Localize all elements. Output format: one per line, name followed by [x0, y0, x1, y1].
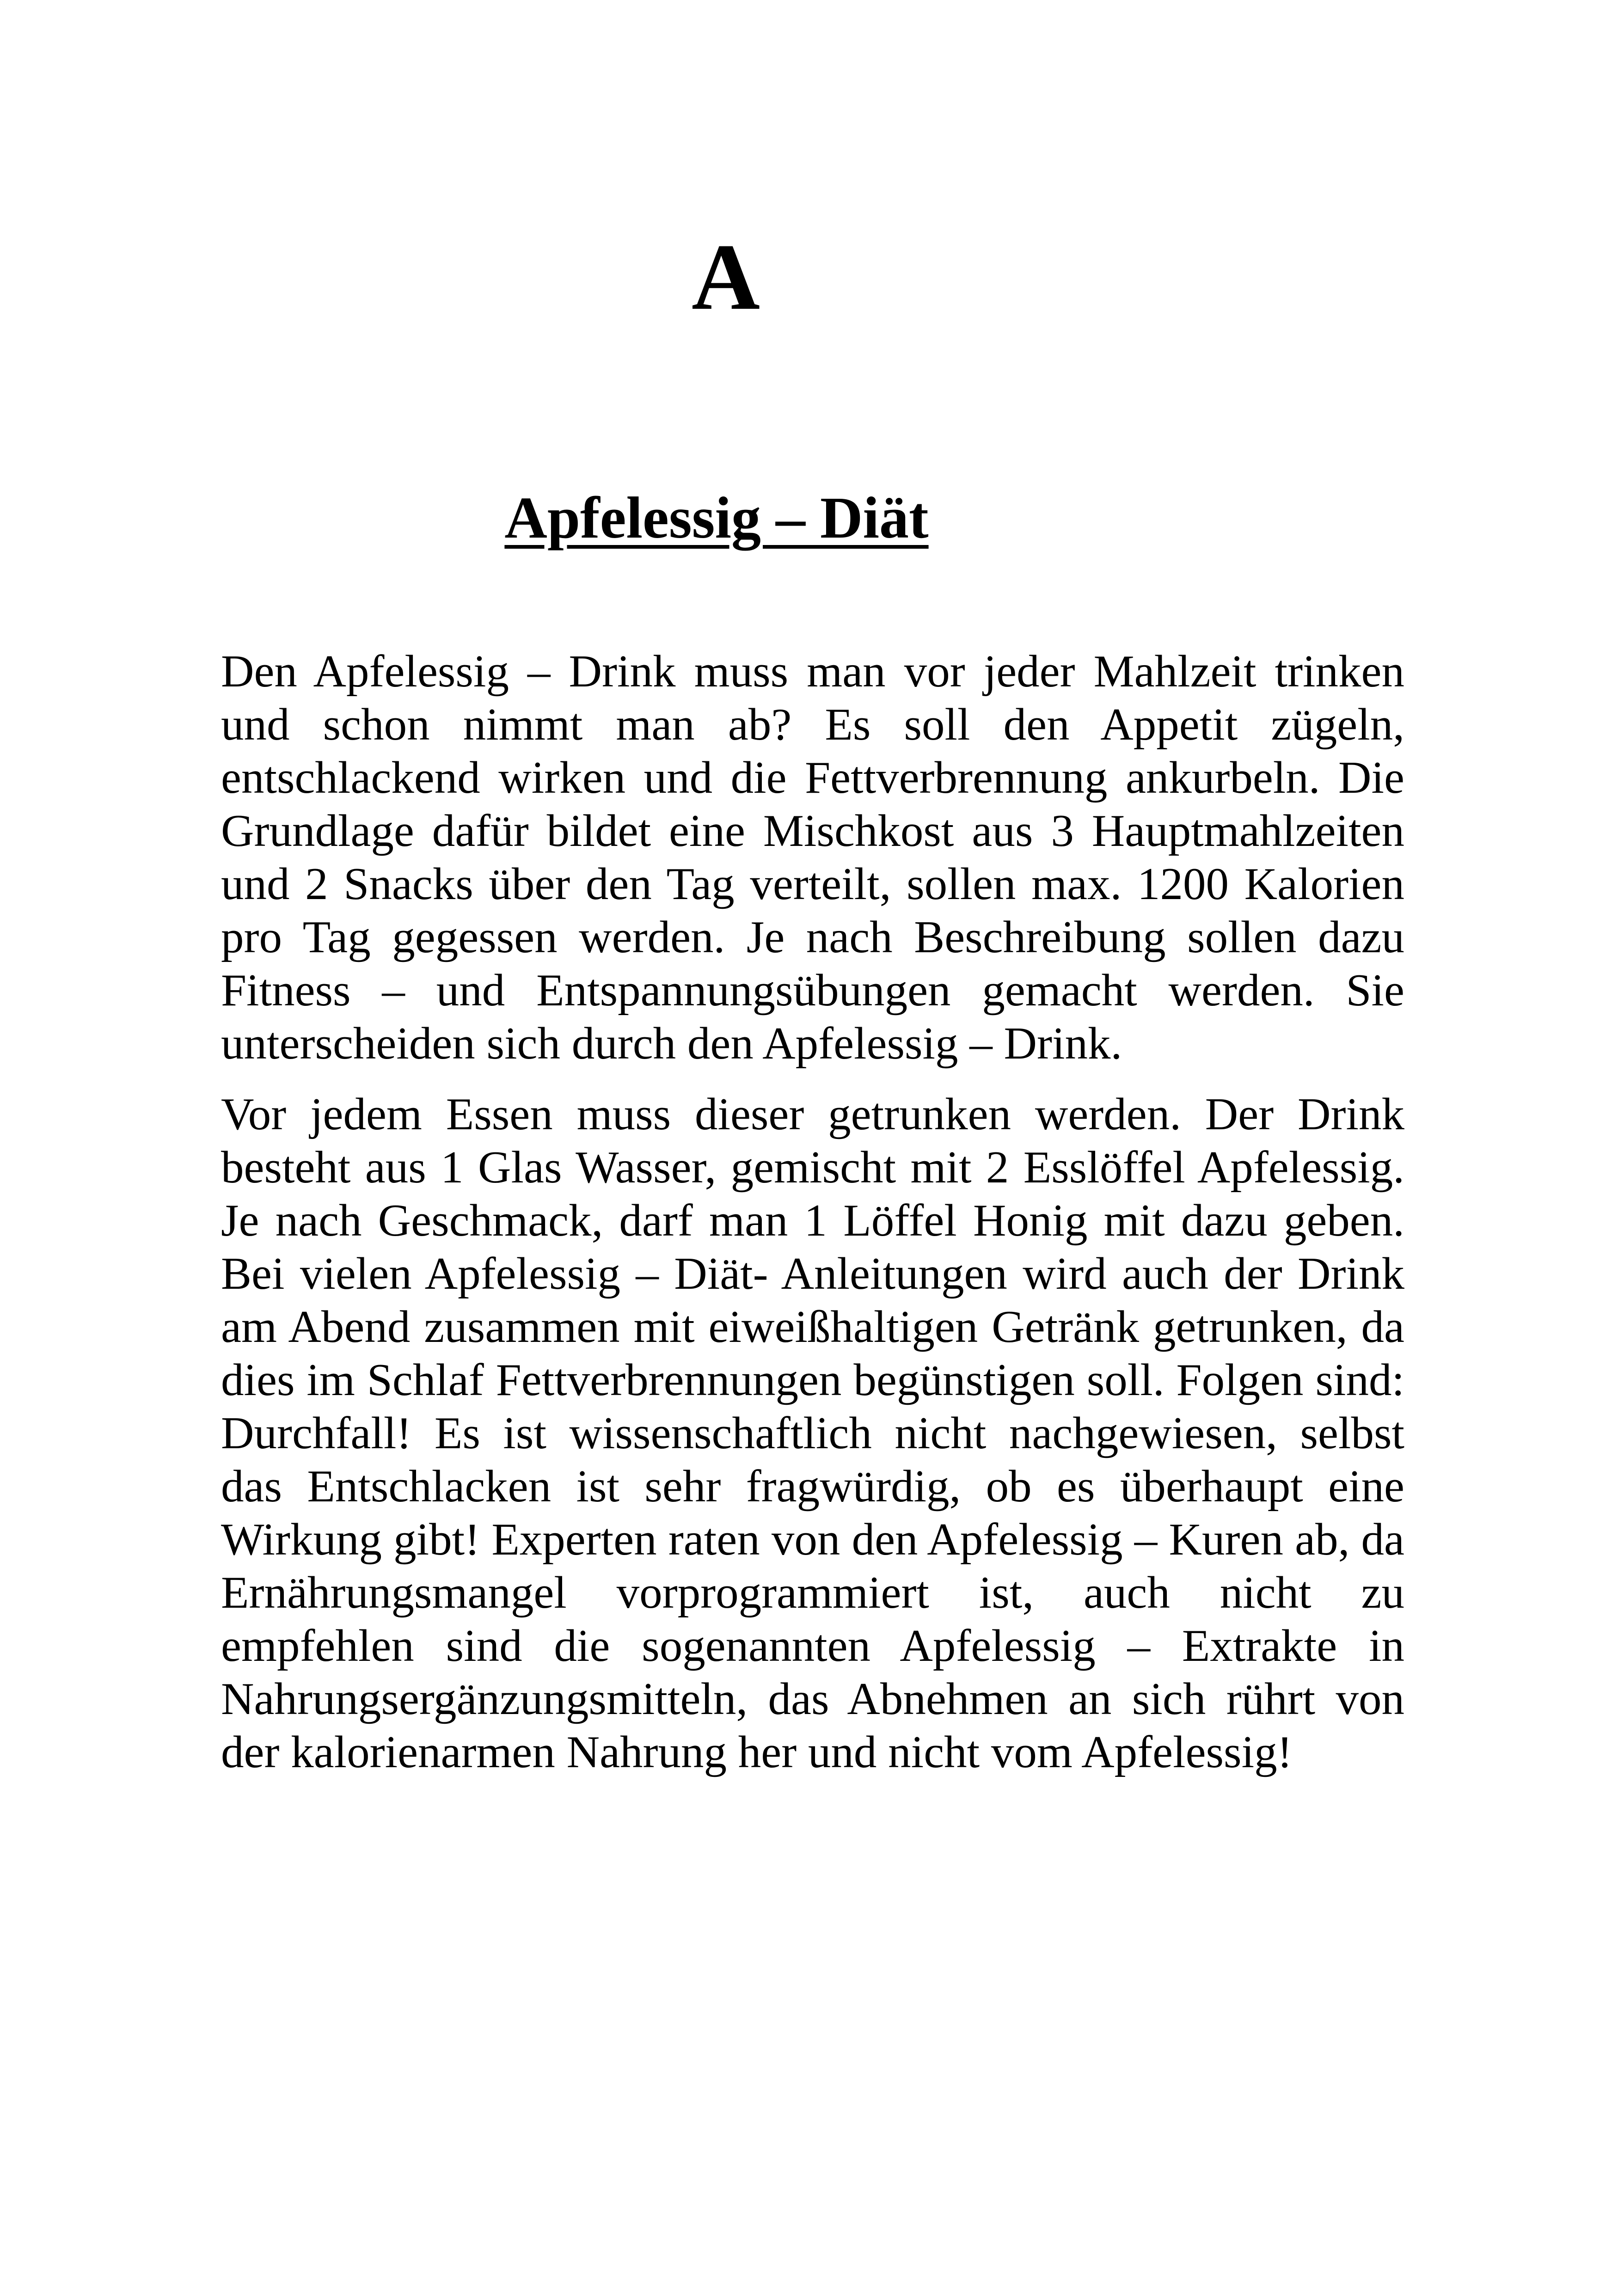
body-text — [221, 645, 1404, 1779]
section-letter: A — [691, 225, 760, 330]
paragraph-intro: Den Apfelessig – Drink muss man vor jeder Mahlzeit trinken und schon nimmt man ab? Es soll den Appetit zügeln, entschlackend wirken und die Fettverbrennung ankurbeln. Die Grundlage dafür bildet eine Mischkost aus 3 Hauptmahlzeiten und 2 Snacks über den Tag verteilt, sollen max. 1200 Kalorien pro Tag gegessen werden. Je nach Beschreibung sollen dazu Fitness – und Entspannungsübungen gemacht werden. Sie unterscheiden sich durch den Apfelessig – Drink. — [221, 646, 1404, 1069]
paragraph-drink-details: Vor jedem Essen muss dieser getrunken werden. Der Drink besteht aus 1 Glas Wasser, gemischt mit 2 Esslöffel Apfelessig. Je nach Geschmack, darf man 1 Löffel Honig mit dazu geben. Bei vielen Apfelessig – Diät- Anleitungen wird auch der Drink am Abend zusammen mit eiweißhaltigen Getränk getrunken, da dies im Schlaf Fettverbrennungen begünstigen soll. Folgen sind: Durchfall! Es ist wissenschaftlich nicht nachgewiesen, selbst das Entschlacken ist sehr fragwürdig, ob es überhaupt eine Wirkung gibt! Experten raten von den Apfelessig – Kuren ab, da Ernährungsmangel vorprogrammiert ist, auch nicht zu empfehlen sind die sogenannten Apfelessig – Extrakte in Nahrungsergänzungsmitteln, das Abnehmen an sich rührt von der kalorienarmen Nahrung her und nicht vom Apfelessig! — [221, 1089, 1404, 1777]
page-title: Apfelessig – Diät — [504, 485, 929, 551]
